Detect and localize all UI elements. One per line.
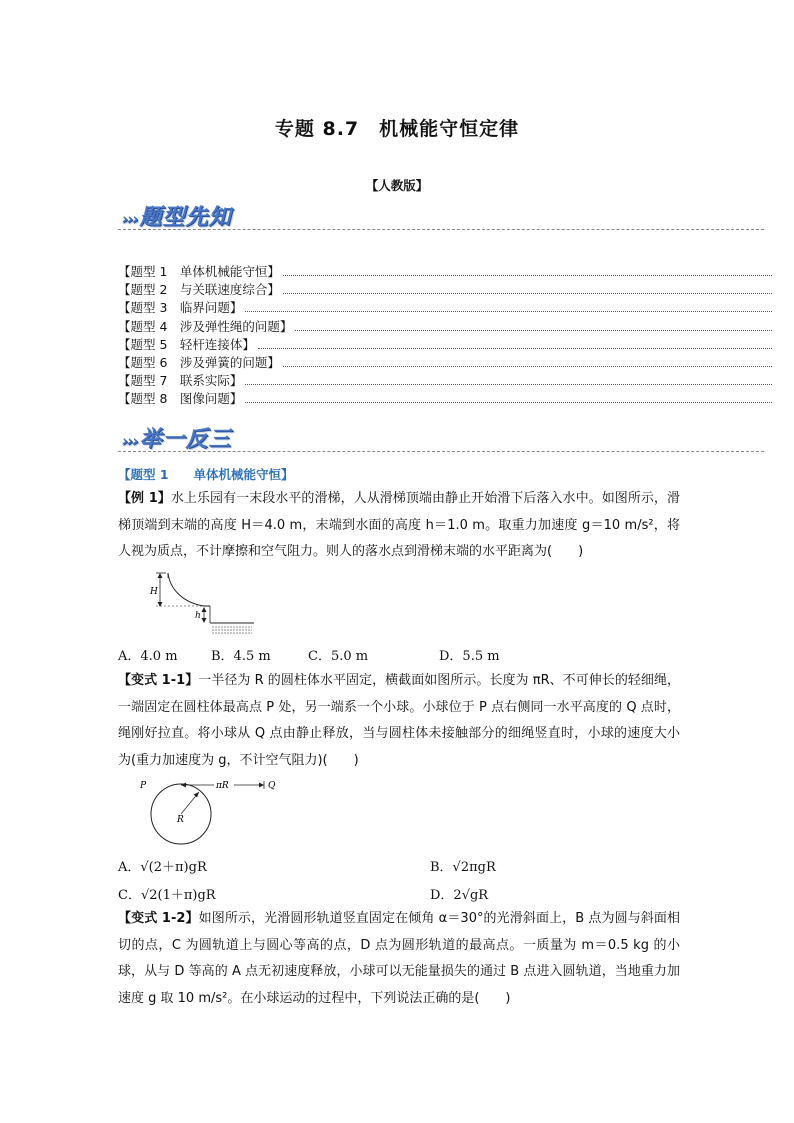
toc-leader <box>283 275 772 276</box>
toc-leader <box>283 366 772 367</box>
toc-leader <box>245 402 772 403</box>
question-label: 【例 1】 <box>118 491 171 506</box>
fig-label-H: H <box>150 587 158 597</box>
page-title: 专题 8.7 机械能守恒定律 <box>274 118 520 140</box>
toc-item[interactable]: 【题型 3 临界问题】 <box>118 298 774 316</box>
section-heading: 【题型 1 单体机械能守恒】 <box>118 467 294 482</box>
variant-1-1-choices <box>118 856 678 904</box>
choice-c[interactable]: C．√2(1＋π)gR <box>118 888 216 903</box>
choice-a[interactable]: A．4.0 m <box>118 649 178 664</box>
toc-item[interactable]: 【题型 8 图像问题】 <box>118 389 774 407</box>
toc-item[interactable]: 【题型 6 涉及弹簧的问题】 <box>118 353 774 371</box>
banner-title: 题型先知 <box>139 205 232 230</box>
arrows-icon: ››› <box>122 210 138 228</box>
example-1-question <box>118 486 680 566</box>
question-text: 如图所示，光滑圆形轨道竖直固定在倾角 α＝30°的光滑斜面上，B 点为圆与斜面相切的点，C 为圆轨道上与圆心等高的点，D 点为圆形轨道的最高点。一质量为 m＝0.5 kg 的小球，从与 D 等高的 A 点无初速度释放，小球可以无能量损失的通过 B 点进入圆轨道，当地重力加速度 g 取 10 m/s²。在小球运动的过程中，下列说法正确的是( ) <box>118 911 681 1006</box>
toc-leader <box>258 348 772 349</box>
question-label: 【变式 1-1】 <box>118 673 199 688</box>
fig-label-h: h <box>195 611 201 621</box>
toc-item[interactable]: 【题型 7 联系实际】 <box>118 371 774 389</box>
choice-d[interactable]: D．5.5 m <box>439 649 500 664</box>
banner-title: 举一反三 <box>139 427 232 452</box>
table-of-contents <box>118 262 774 408</box>
choice-b[interactable]: B．√2πgR <box>430 860 496 875</box>
toc-leader <box>245 311 772 312</box>
variant-1-2-question <box>118 906 680 1012</box>
divider <box>118 229 764 230</box>
toc-leader <box>295 330 772 331</box>
toc-item[interactable]: 【题型 5 轻杆连接体】 <box>118 335 774 353</box>
question-text: 水上乐园有一末段水平的滑梯，人从滑梯顶端由静止开始滑下后落入水中。如图所示，滑梯顶端到末端的高度 H＝4.0 m，末端到水面的高度 h＝1.0 m。取重力加速度 g＝10 m/s²，将人视为质点，不计摩擦和空气阻力。则人的落水点到滑梯末端的水平距离为( ) <box>118 491 680 559</box>
cylinder-figure <box>140 776 282 848</box>
divider <box>118 451 764 452</box>
slide-figure <box>146 570 258 636</box>
question-label: 【变式 1-2】 <box>118 911 199 926</box>
choice-b[interactable]: B．4.5 m <box>211 649 271 664</box>
banner-practice <box>122 422 232 453</box>
variant-1-1-question <box>118 668 680 774</box>
toc-leader <box>283 293 772 294</box>
fig-label-Q: Q <box>268 781 276 791</box>
toc-item[interactable]: 【题型 2 与关联速度综合】 <box>118 280 774 298</box>
question-text: 一半径为 R 的圆柱体水平固定，横截面如图所示。长度为 πR、不可伸长的轻细绳，一端固定在圆柱体最高点 P 处，另一端系一个小球。小球位于 P 点右侧同一水平高度的 Q 点时，绳刚好拉直。将小球从 Q 点由静止释放，当与圆柱体未接触部分的细绳竖直时，小球的速度大小为(重力加速度为 g，不计空气阻力)( ) <box>118 673 680 768</box>
fig-label-piR: πR <box>216 781 229 791</box>
banner-question-types <box>122 200 232 231</box>
toc-item[interactable]: 【题型 4 涉及弹性绳的问题】 <box>118 317 774 335</box>
choice-c[interactable]: C．5.0 m <box>308 649 369 664</box>
example-1-choices <box>118 645 678 665</box>
toc-leader <box>245 384 772 385</box>
fig-label-P: P <box>140 781 147 791</box>
choice-a[interactable]: A．√(2＋π)gR <box>118 860 207 875</box>
fig-label-R: R <box>177 815 184 825</box>
edition-label: 【人教版】 <box>365 178 429 193</box>
choice-d[interactable]: D．2√gR <box>430 888 489 903</box>
arrows-icon: ››› <box>122 432 138 450</box>
toc-item[interactable]: 【题型 1 单体机械能守恒】 <box>118 262 774 280</box>
